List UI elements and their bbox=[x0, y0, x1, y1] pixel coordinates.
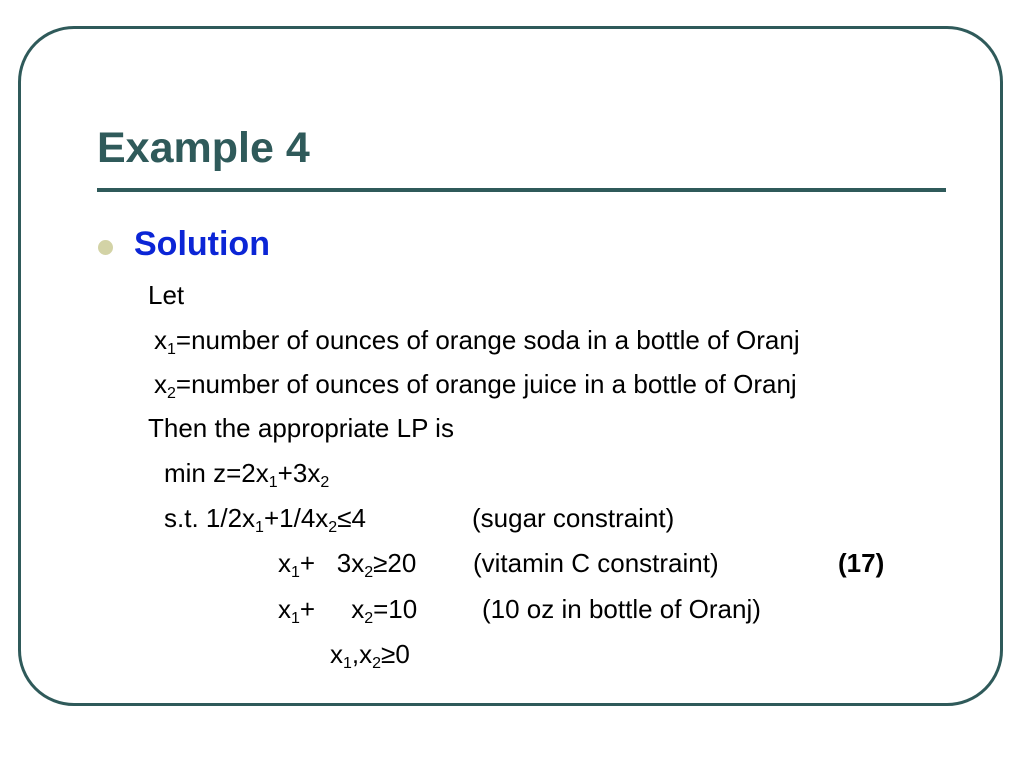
objective-part-b: +3x bbox=[277, 458, 321, 488]
c4-part-b: ,x bbox=[351, 639, 373, 669]
c3-part-c: =10 bbox=[373, 594, 418, 624]
c1-part-b: +1/4x bbox=[263, 503, 329, 533]
bottle-size-constraint-note: (10 oz in bottle of Oranj) bbox=[482, 594, 761, 624]
c1-part-c: ≤4 bbox=[337, 503, 366, 533]
c4-part-a: x bbox=[330, 639, 343, 669]
x2-var: x bbox=[154, 369, 167, 399]
x1-definition bbox=[154, 325, 800, 356]
c4-part-c: ≥0 bbox=[381, 639, 410, 669]
c3-part-b: + x bbox=[299, 594, 365, 624]
c3-part-a: x bbox=[278, 594, 291, 624]
objective-part-a: min z=2x bbox=[164, 458, 269, 488]
let-line: Let bbox=[148, 280, 185, 310]
x2-text: =number of ounces of orange juice in a bottle of Oranj bbox=[175, 369, 797, 399]
vitamin-c-constraint bbox=[278, 548, 416, 579]
x2-definition bbox=[154, 369, 797, 400]
c2-part-a: x bbox=[278, 548, 291, 578]
x1-subscript: 1 bbox=[167, 341, 176, 358]
title-underline bbox=[97, 188, 946, 192]
bottle-size-constraint bbox=[278, 594, 417, 625]
c2-part-c: ≥20 bbox=[373, 548, 417, 578]
c1-sub-2: 2 bbox=[328, 519, 338, 536]
c3-sub-2: 2 bbox=[364, 610, 374, 627]
c3-sub-1: 1 bbox=[291, 610, 300, 627]
c1-part-a: s.t. 1/2x bbox=[164, 503, 256, 533]
c2-sub-2: 2 bbox=[364, 564, 374, 581]
slide-title: Example 4 bbox=[97, 124, 310, 172]
c2-sub-1: 1 bbox=[291, 564, 300, 581]
x2-subscript: 2 bbox=[167, 385, 176, 402]
nonnegativity-constraint bbox=[330, 639, 410, 670]
c1-sub-1: 1 bbox=[255, 519, 264, 536]
bullet-heading: Solution bbox=[134, 225, 270, 263]
objective-sub-2: 2 bbox=[320, 474, 330, 491]
objective-sub-1: 1 bbox=[268, 474, 278, 491]
bullet-dot bbox=[98, 240, 113, 255]
x1-text: =number of ounces of orange soda in a bottle of Oranj bbox=[175, 325, 800, 355]
objective-line bbox=[164, 458, 329, 489]
c4-sub-1: 1 bbox=[343, 655, 352, 672]
c2-part-b: + 3x bbox=[299, 548, 365, 578]
equation-number: (17) bbox=[838, 548, 885, 578]
vitamin-c-constraint-note: (vitamin C constraint) bbox=[473, 548, 719, 578]
c4-sub-2: 2 bbox=[372, 655, 382, 672]
x1-var: x bbox=[154, 325, 167, 355]
then-line: Then the appropriate LP is bbox=[148, 413, 454, 443]
sugar-constraint bbox=[164, 503, 366, 534]
sugar-constraint-note: (sugar constraint) bbox=[472, 503, 675, 533]
